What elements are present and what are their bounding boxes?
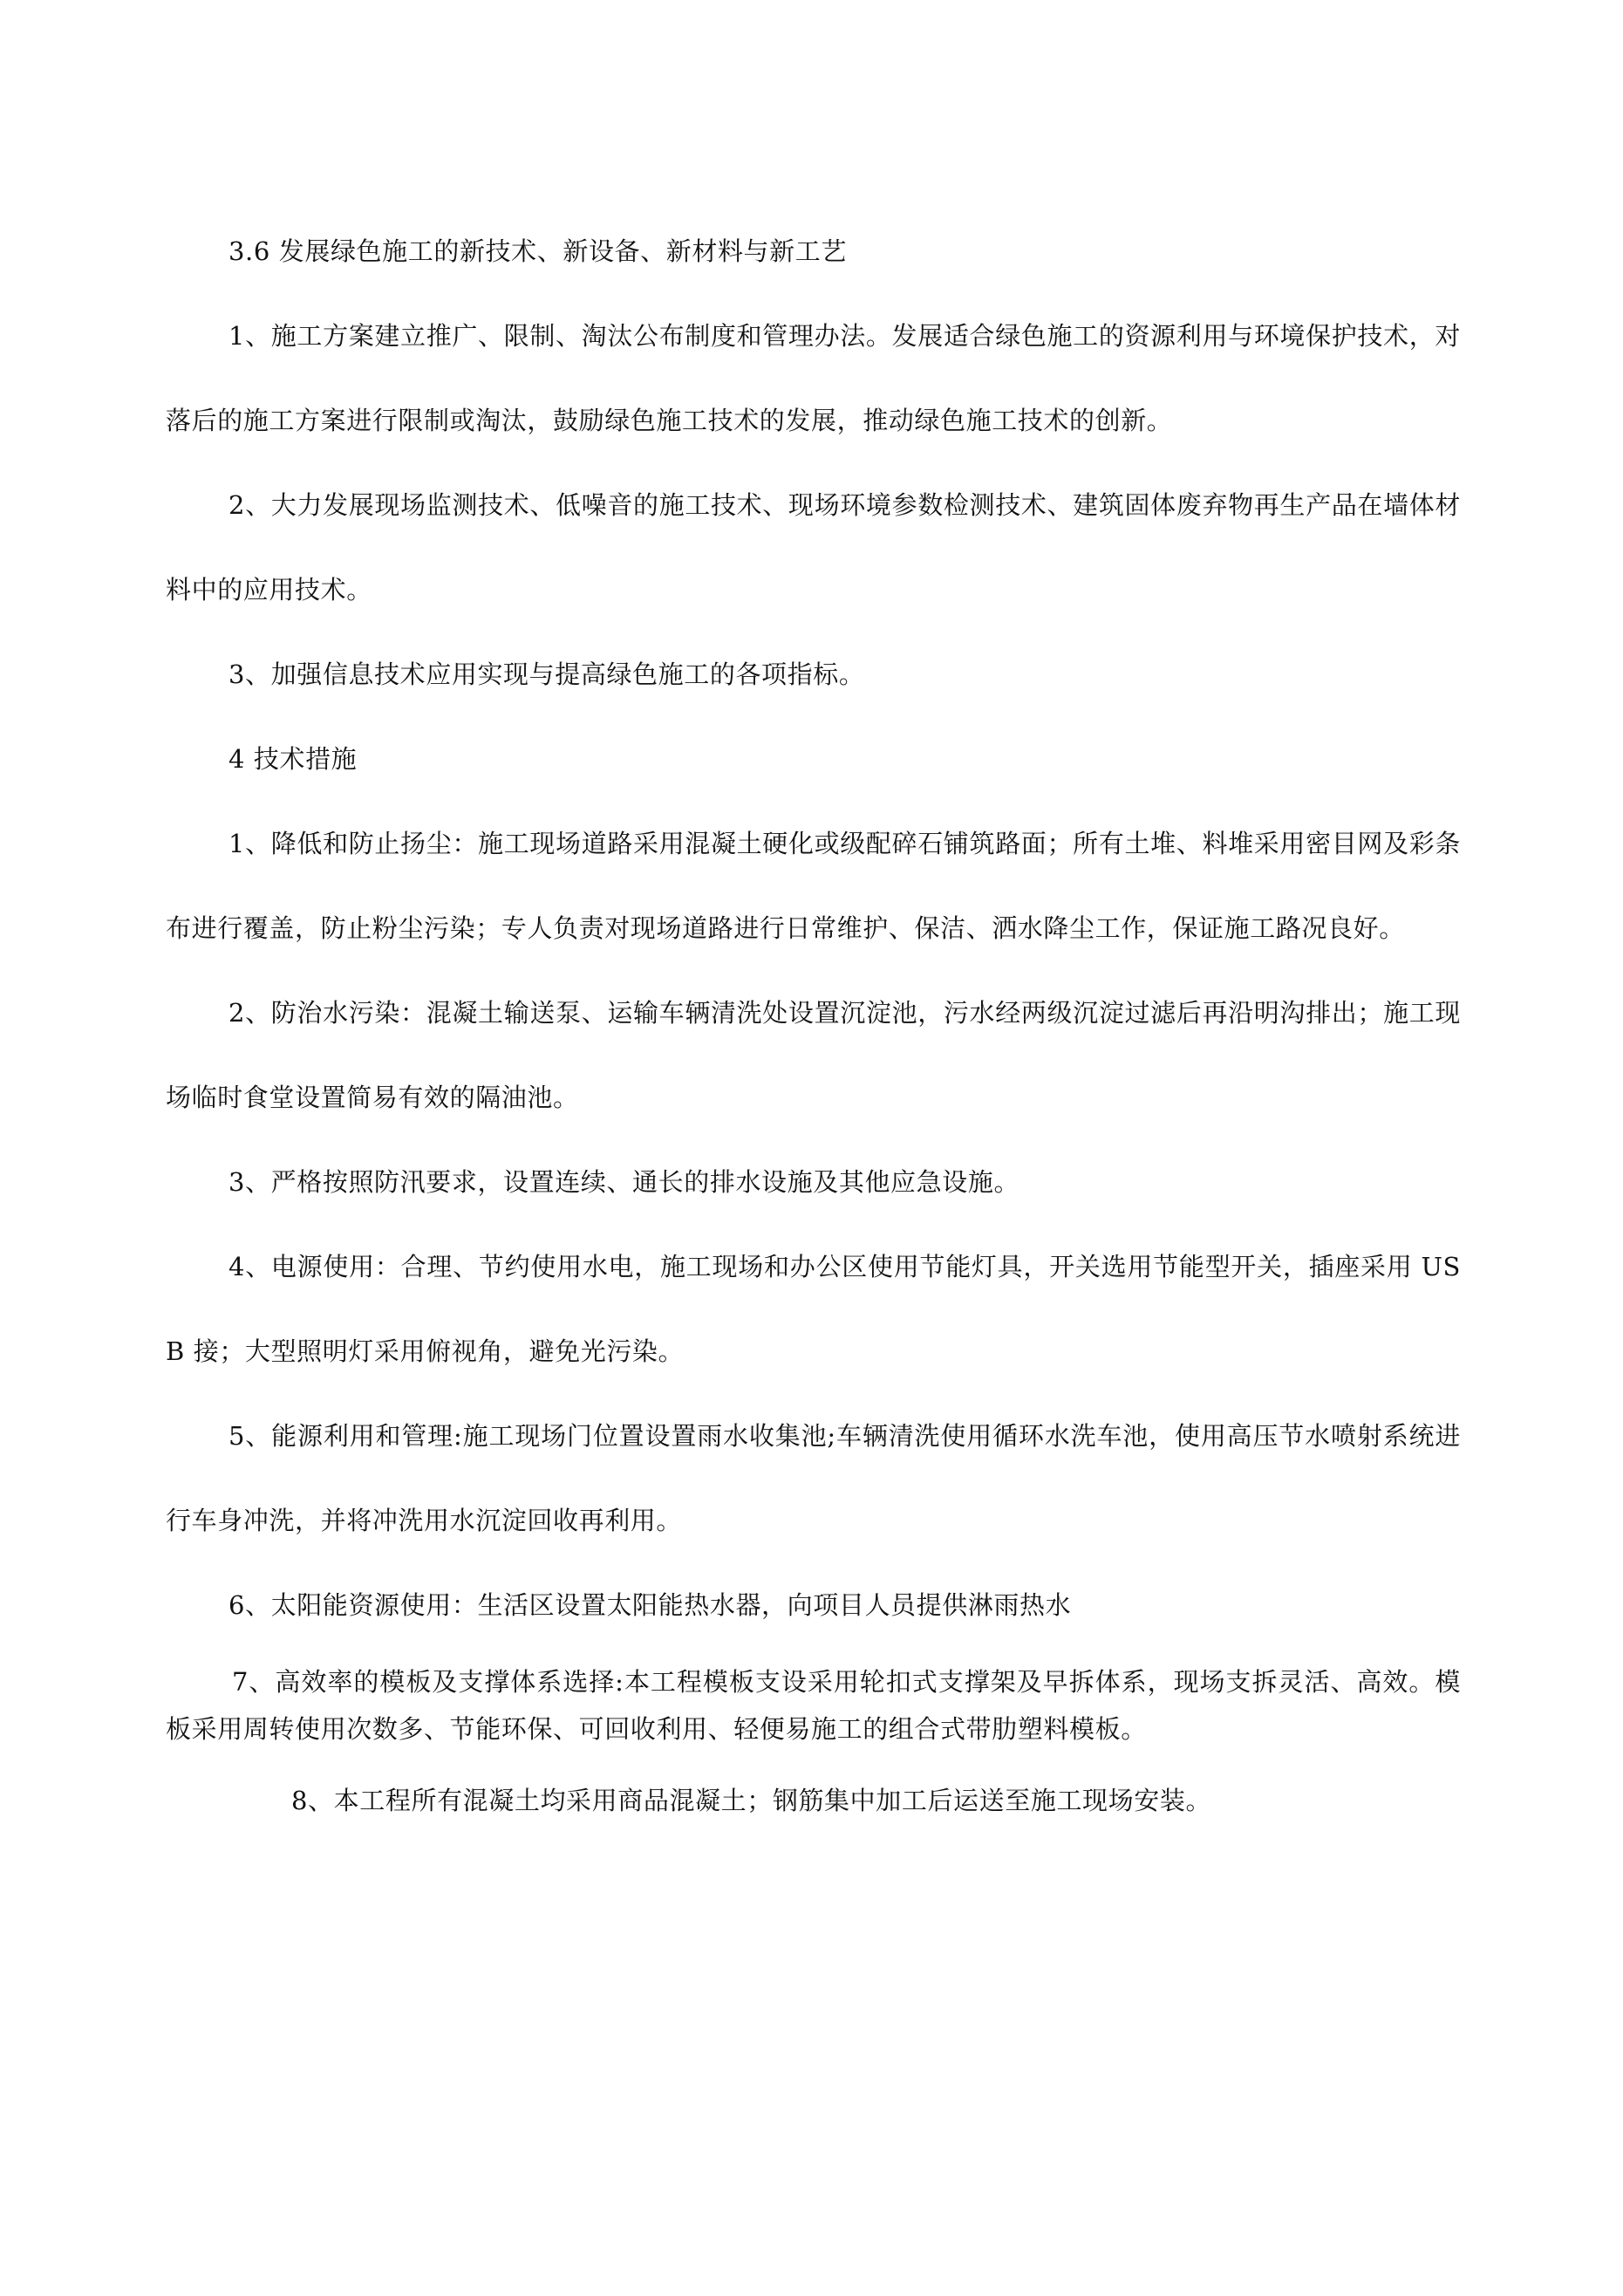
paragraph-4-item-6: 6、太阳能资源使用：生活区设置太阳能热水器，向项目人员提供淋雨热水 [228, 1590, 1072, 1620]
paragraph-4-item-2: 2、防治水污染：混凝土输送泵、运输车辆清洗处设置沉淀池，污水经两级沉淀过滤后再沿明沟排出；施工现场临时食堂设置简易有效的隔油池。 [166, 998, 1461, 1112]
paragraph-3-6-item-1: 1、施工方案建立推广、限制、淘汰公布制度和管理办法。发展适合绿色施工的资源利用与环境保护技术，对落后的施工方案进行限制或淘汰，鼓励绿色施工技术的发展，推动绿色施工技术的创新。 [166, 321, 1461, 435]
document-body [166, 209, 1461, 1824]
paragraph-3-6-item-3: 3、加强信息技术应用实现与提高绿色施工的各项指标。 [228, 659, 865, 689]
paragraph-3-6-item-2: 2、大力发展现场监测技术、低噪音的施工技术、现场环境参数检测技术、建筑固体废弃物再生产品在墙体材料中的应用技术。 [166, 490, 1461, 605]
section-heading-4: 4 技术措施 [228, 744, 358, 774]
paragraph-4-item-4: 4、电源使用：合理、节约使用水电，施工现场和办公区使用节能灯具，开关选用节能型开关，插座采用 USB 接；大型照明灯采用俯视角，避免光污染。 [166, 1252, 1461, 1366]
section-heading-3-6: 3.6 发展绿色施工的新技术、新设备、新材料与新工艺 [228, 236, 847, 266]
paragraph-4-item-8: 8、本工程所有混凝土均采用商品混凝土；钢筋集中加工后运送至施工现场安装。 [291, 1786, 1212, 1815]
paragraph-4-item-1: 1、降低和防止扬尘：施工现场道路采用混凝土硬化或级配碎石铺筑路面；所有土堆、料堆采用密目网及彩条布进行覆盖，防止粉尘污染；专人负责对现场道路进行日常维护、保洁、洒水降尘工作，保证施工路况良好。 [166, 829, 1461, 943]
paragraph-4-item-5: 5、能源利用和管理:施工现场门位置设置雨水收集池;车辆清洗使用循环水洗车池，使用高压节水喷射系统进行车身冲洗，并将冲洗用水沉淀回收再利用。 [166, 1421, 1461, 1535]
paragraph-4-item-7: 7、高效率的模板及支撑体系选择:本工程模板支设采用轮扣式支撑架及早拆体系，现场支拆灵活、高效。模板采用周转使用次数多、节能环保、可回收利用、轻便易施工的组合式带肋塑料模板。 [166, 1667, 1461, 1744]
paragraph-4-item-3: 3、严格按照防汛要求，设置连续、通长的排水设施及其他应急设施。 [228, 1167, 1020, 1197]
